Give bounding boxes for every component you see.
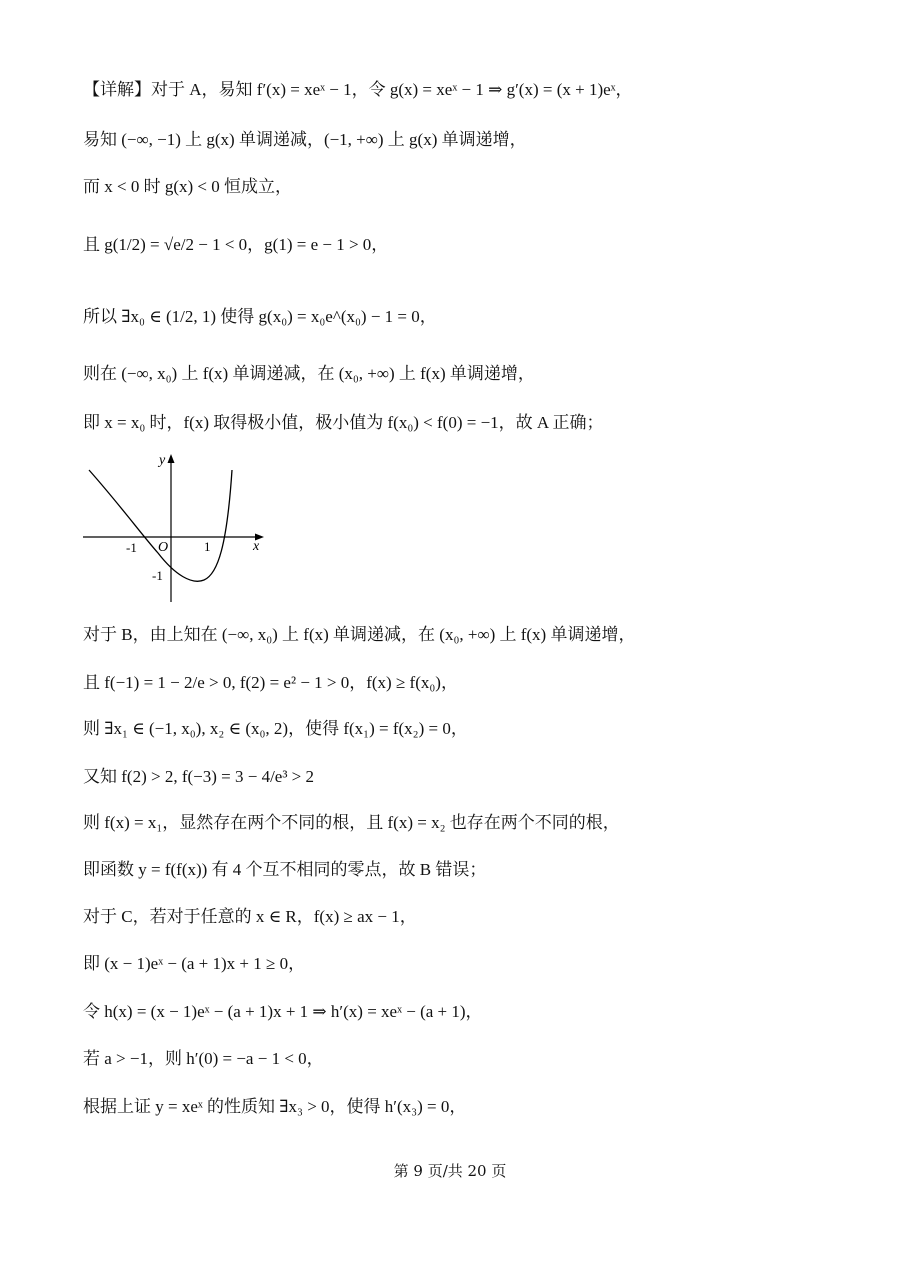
text-line-12: 则 f(x) = x₁，显然存在两个不同的根，且 f(x) = x₂ 也存在两个不同的根，	[83, 813, 620, 832]
text-line-6: 则在 (−∞, x₀) 上 f(x) 单调递减，在 (x₀, +∞) 上 f(x) 单调递增，	[83, 364, 535, 383]
text-line-9: 且 f(−1) = 1 − 2/e > 0, f(2) = e² − 1 > 0，f(x) ≥ f(x₀)，	[83, 673, 458, 692]
function-curve	[89, 470, 232, 581]
x-tick-label-neg1: -1	[126, 540, 137, 555]
x-tick-label-1: 1	[204, 539, 211, 554]
y-axis-arrow-icon	[168, 454, 175, 463]
text-line-2: 易知 (−∞, −1) 上 g(x) 单调递减，(−1, +∞) 上 g(x) 单调递增，	[83, 130, 527, 149]
text-line-10: 则 ∃x₁ ∈ (−1, x₀), x₂ ∈ (x₀, 2)，使得 f(x₁) = f(x₂) = 0，	[83, 719, 468, 738]
text-line-5: 所以 ∃x₀ ∈ (1/2, 1) 使得 g(x₀) = x₀e^(x₀) − 1 = 0，	[83, 307, 437, 326]
text-line-3: 而 x < 0 时 g(x) < 0 恒成立，	[83, 177, 292, 196]
y-axis-label: y	[159, 453, 166, 468]
text-line-11: 又知 f(2) > 2, f(−3) = 3 − 4/e³ > 2	[83, 767, 315, 786]
text-line-7: 即 x = x₀ 时，f(x) 取得极小值，极小值为 f(x₀) < f(0) = −1，故 A 正确；	[83, 413, 604, 432]
y-tick-label-neg1: -1	[152, 568, 163, 583]
text-line-13: 即函数 y = f(f(x)) 有 4 个互不相同的零点，故 B 错误；	[83, 860, 487, 879]
text-line-15: 即 (x − 1)eˣ − (a + 1)x + 1 ≥ 0，	[83, 954, 306, 973]
text-line-17: 若 a > −1，则 h′(0) = −a − 1 < 0，	[83, 1049, 324, 1068]
text-line-14: 对于 C，若对于任意的 x ∈ R，f(x) ≥ ax − 1，	[83, 907, 417, 926]
text-line-8: 对于 B，由上知在 (−∞, x₀) 上 f(x) 单调递减，在 (x₀, +∞) 上 f(x) 单调递增，	[83, 625, 636, 644]
page-footer: 第 9 页/共 20 页	[393, 1162, 507, 1180]
x-axis-label: x	[253, 539, 260, 554]
text-line-16: 令 h(x) = (x − 1)eˣ − (a + 1)x + 1 ⇒ h′(x) = xeˣ − (a + 1)，	[83, 1002, 483, 1021]
text-line-18: 根据上证 y = xeˣ 的性质知 ∃x₃ > 0，使得 h′(x₃) = 0，	[83, 1097, 467, 1116]
function-graph-figure	[80, 450, 270, 608]
origin-label: O	[158, 540, 169, 555]
text-line-4: 且 g(1/2) = √e/2 − 1 < 0，g(1) = e − 1 > 0，	[83, 235, 389, 254]
text-line-1: 【详解】对于 A，易知 f′(x) = xeˣ − 1，令 g(x) = xeˣ − 1 ⇒ g′(x) = (x + 1)eˣ，	[83, 80, 633, 99]
